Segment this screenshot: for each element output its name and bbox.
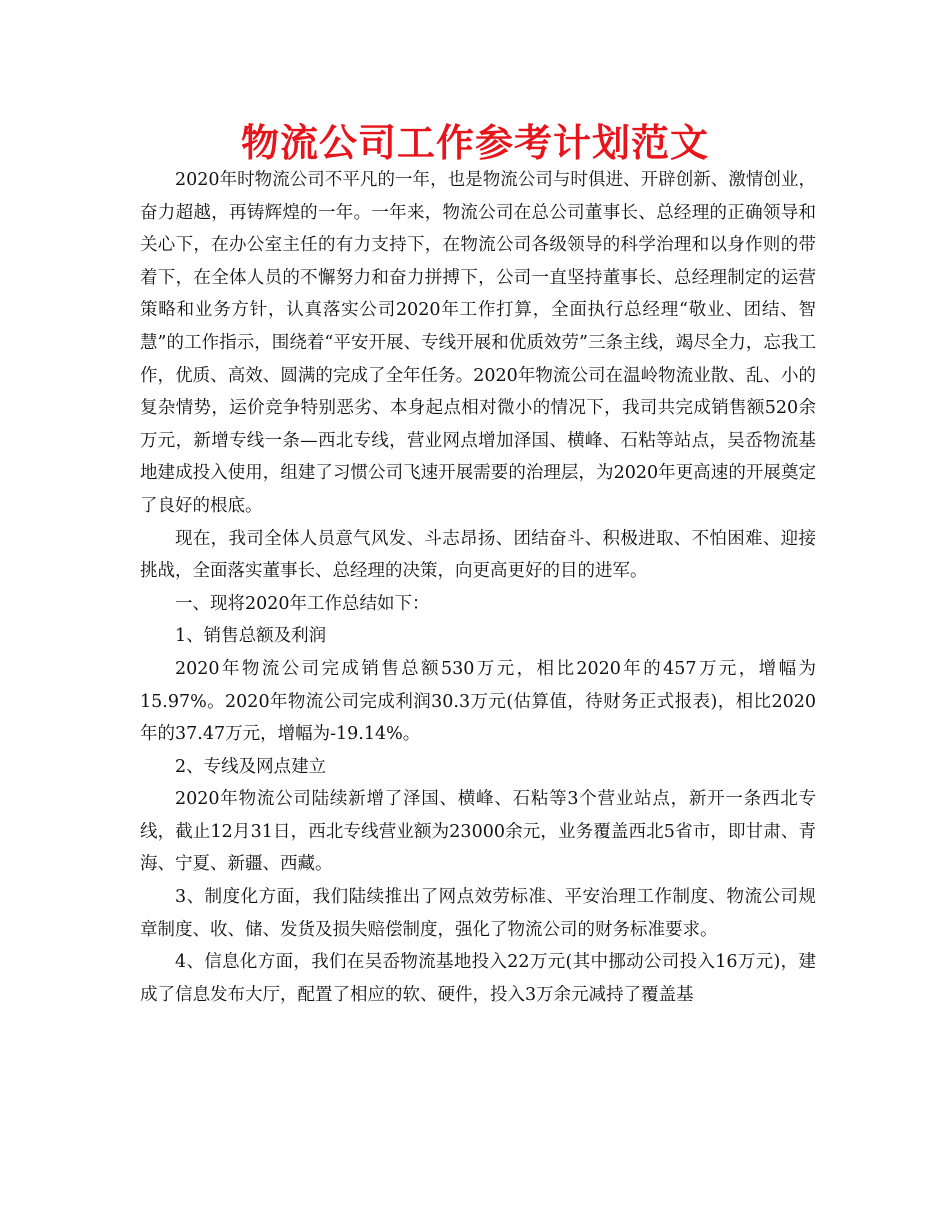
section-heading-summary: 一、现将2020年工作总结如下： <box>175 593 430 614</box>
paragraph-now: 现在，我司全体人员意气风发、斗志昂扬、团结奋斗、积极进取、不怕困难、迎接挑战，全面落实董事长、总经理的决策，向更高更好的目的进军。 <box>140 528 816 582</box>
paragraph-lines-network: 2020年物流公司陆续新增了泽国、横峰、石粘等3个营业站点，新开一条西北专线，截止12月31日，西北专线营业额为23000余元，业务覆盖西北5省市，即甘肃、青海、宁夏、新疆、西藏。 <box>140 789 816 875</box>
subheading-sales-profit: 1、销售总额及利润 <box>175 626 327 647</box>
paragraph-intro: 2020年时物流公司不平凡的一年，也是物流公司与时俱进、开辟创新、激情创业，奋力超越，再铸辉煌的一年。一年来，物流公司在总公司董事长、总经理的正确领导和关心下，在办公室主任的有力支持下，在物流公司各级领导的科学治理和以身作则的带着下，在全体人员的不懈努力和奋力拼搏下，公司一直坚持董事长、总经理制定的运营策略和业务方针，认真落实公司2020年工作打算，全面执行总经理“敬业、团结、智慧”的工作指示，围绕着“平安开展、专线开展和优质效劳”三条主线，竭尽全力，忘我工作，优质、高效、圆满的完成了全年任务。2020年物流公司在温岭物流业散、乱、小的复杂情势，运价竞争特别恶劣、本身起点相对微小的情况下，我司共完成销售额520余万元，新增专线一条—西北专线，营业网点增加泽国、横峰、石粘等站点，吴岙物流基地建成投入使用，组建了习惯公司飞速开展需要的治理层，为2020年更高速的开展奠定了良好的根底。 <box>140 170 816 516</box>
document-body <box>140 164 816 1011</box>
subheading-lines-network: 2、专线及网点建立 <box>175 756 327 777</box>
paragraph-sales-profit: 2020年物流公司完成销售总额530万元，相比2020年的457万元，增幅为15.97%。2020年物流公司完成利润30.3万元(估算值，待财务正式报表)，相比2020年的37.47万元，增幅为-19.14%。 <box>140 658 816 745</box>
paragraph-informatization: 4、信息化方面，我们在吴岙物流基地投入22万元(其中挪动公司投入16万元)，建成了信息发布大厅，配置了相应的软、硬件，投入3万余元减持了覆盖基 <box>140 952 816 1005</box>
paragraph-institutionalization: 3、制度化方面，我们陆续推出了网点效劳标准、平安治理工作制度、物流公司规章制度、收、储、发货及损失赔偿制度，强化了物流公司的财务标准要求。 <box>140 887 816 940</box>
document-title: 物流公司工作参考计划范文 <box>240 120 709 165</box>
